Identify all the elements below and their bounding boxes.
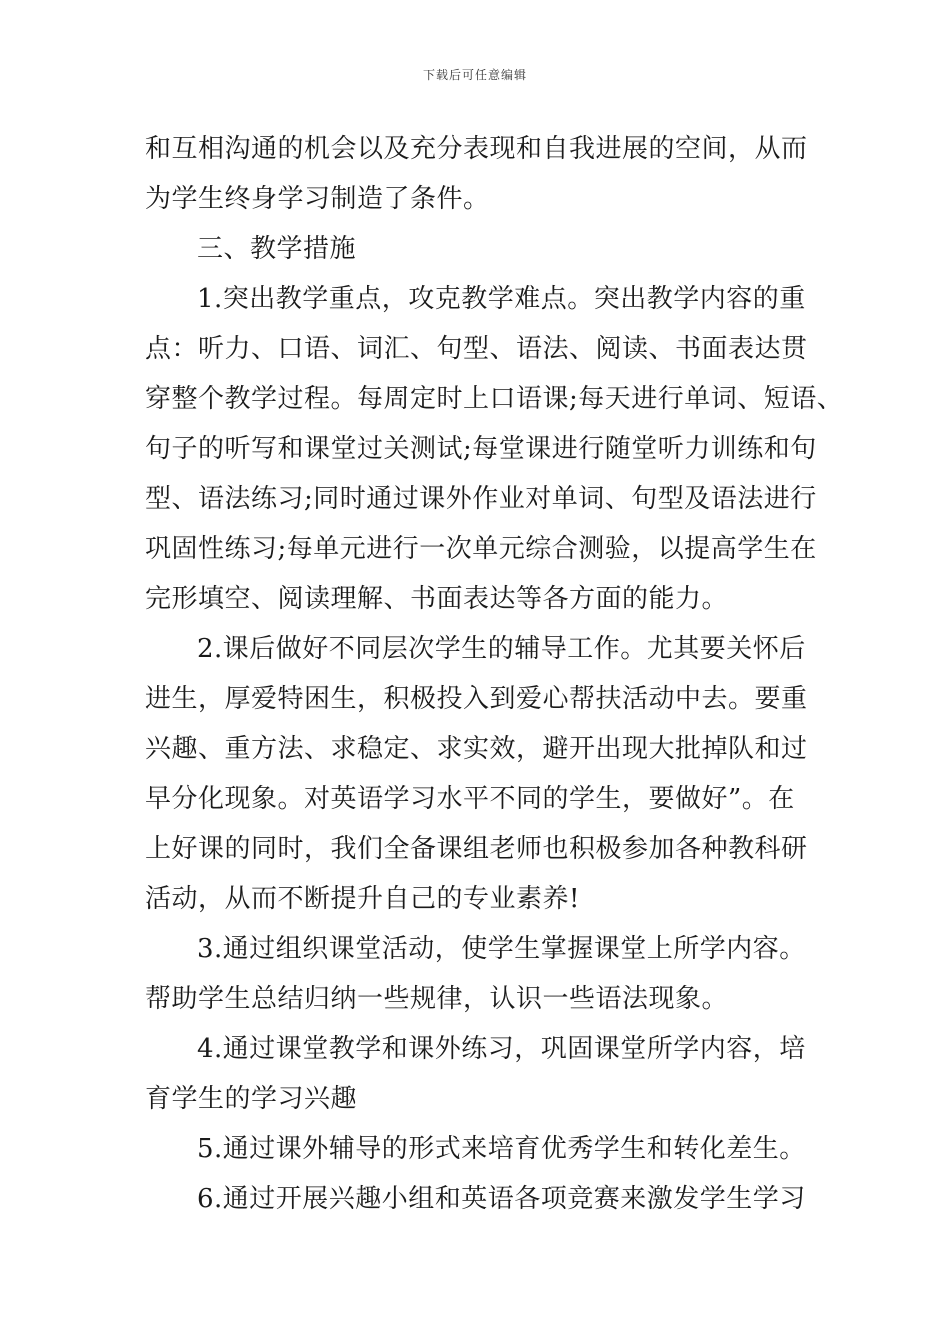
text-line: 活动，从而不断提升自己的专业素养! bbox=[145, 884, 580, 914]
paragraph-start: 2.课后做好不同层次学生的辅导工作。尤其要关怀后 bbox=[197, 634, 806, 664]
text-line: 和互相沟通的机会以及充分表现和自我进展的空间，从而 bbox=[145, 134, 808, 164]
paragraph-start: 3.通过组织课堂活动，使学生掌握课堂上所学内容。 bbox=[197, 934, 806, 964]
text-line: 育学生的学习兴趣 bbox=[145, 1084, 358, 1114]
paragraph-start: 5.通过课外辅导的形式来培育优秀学生和转化差生。 bbox=[197, 1134, 806, 1164]
text-line: 帮助学生总结归纳一些规律，认识一些语法现象。 bbox=[145, 984, 729, 1014]
text-line: 型、语法练习;同时通过课外作业对单词、句型及语法进行 bbox=[145, 484, 817, 514]
paragraph-start: 4.通过课堂教学和课外练习，巩固课堂所学内容，培 bbox=[197, 1034, 806, 1064]
paragraph-start: 6.通过开展兴趣小组和英语各项竞赛来激发学生学习 bbox=[197, 1184, 806, 1214]
paragraph-start: 1.突出教学重点，攻克教学难点。突出教学内容的重 bbox=[197, 284, 806, 314]
document-body bbox=[145, 124, 844, 1224]
page-header: 下载后可任意编辑 bbox=[422, 68, 527, 82]
text-line: 进生，厚爱特困生，积极投入到爱心帮扶活动中去。要重 bbox=[145, 684, 808, 714]
text-line: 早分化现象。对英语学习水平不同的学生，要做好”。在 bbox=[145, 784, 795, 814]
text-line: 句子的听写和课堂过关测试;每堂课进行随堂听力训练和句 bbox=[145, 434, 817, 464]
text-line: 点：听力、口语、词汇、句型、语法、阅读、书面表达贯 bbox=[145, 334, 808, 364]
section-heading: 三、教学措施 bbox=[197, 234, 357, 264]
text-line: 完形填空、阅读理解、书面表达等各方面的能力。 bbox=[145, 584, 729, 614]
text-line: 上好课的同时，我们全备课组老师也积极参加各种教科研 bbox=[145, 834, 808, 864]
text-line: 穿整个教学过程。每周定时上口语课;每天进行单词、短语、 bbox=[145, 384, 844, 414]
text-line: 巩固性练习;每单元进行一次单元综合测验，以提高学生在 bbox=[145, 534, 817, 564]
text-line: 为学生终身学习制造了条件。 bbox=[145, 184, 490, 214]
text-line: 兴趣、重方法、求稳定、求实效，避开出现大批掉队和过 bbox=[145, 734, 808, 764]
